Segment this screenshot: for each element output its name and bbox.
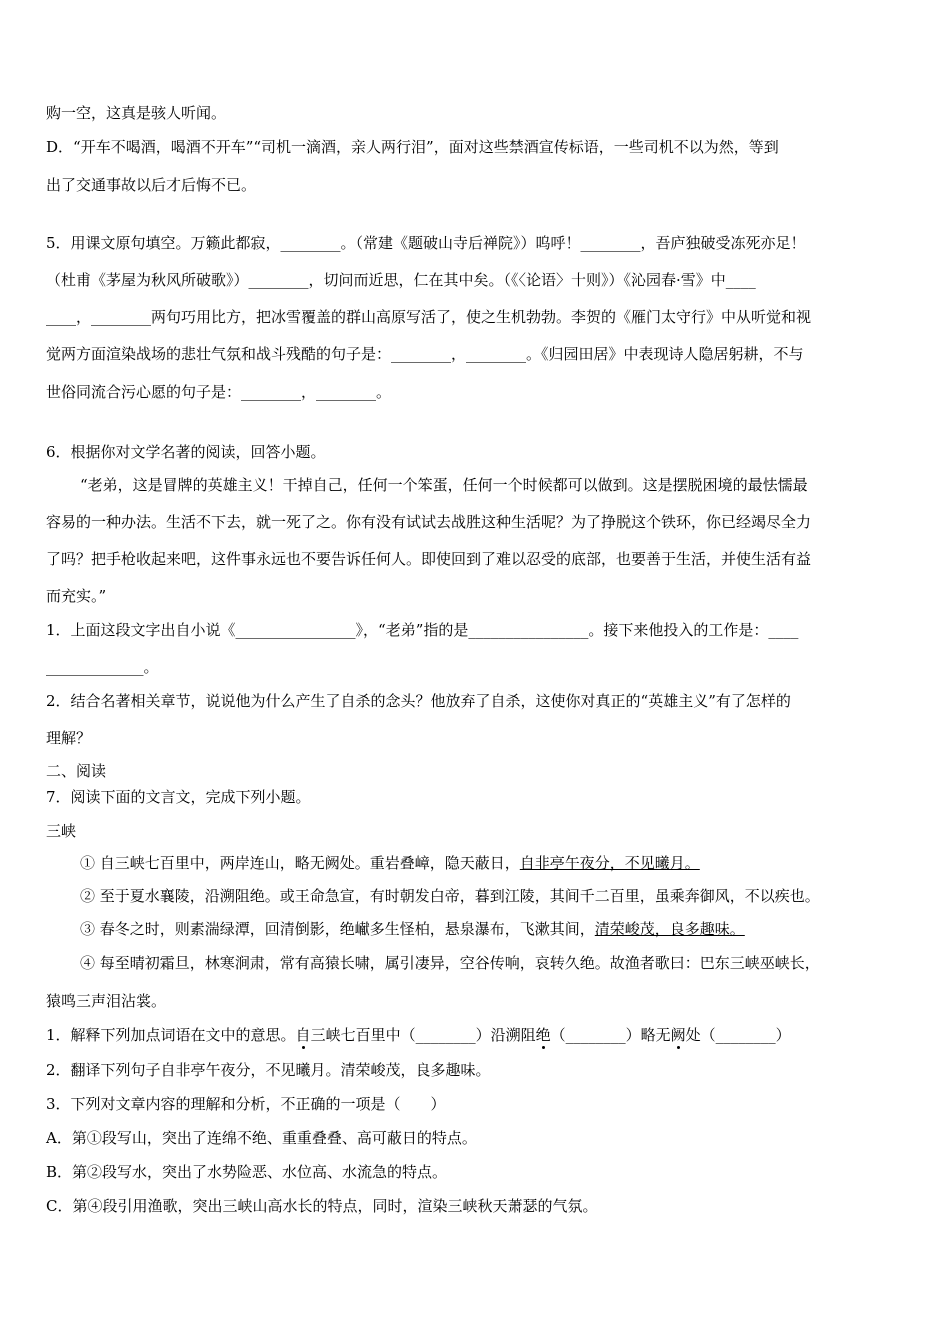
quote-line-1: “老弟，这是冒牌的英雄主义！干掉自己，任何一个笨蛋，任何一个时候都可以做到。这是摆脱困境的最怯懦最: [80, 476, 808, 494]
q5-line-4: 觉两方面渲染战场的悲壮气氛和战斗残酷的句子是：________，________。《归园田居》中表现诗人隐居躬耕，不与: [46, 345, 804, 363]
line-02: D．“开车不喝酒，喝酒不开车”“司机一滴酒，亲人两行泪”，面对这些禁酒宣传标语，一些司机不以为然，等到: [46, 138, 779, 156]
q7-title: 7．阅读下面的文言文，完成下列小题。: [46, 788, 311, 806]
q7-2: 2．翻译下列句子自非亭午夜分，不见曦月。清荣峻茂，良多趣味。: [46, 1061, 491, 1079]
passage-para-4a: ④ 每至晴初霜旦，林寒涧肃，常有高猿长啸，属引凄异，空谷传响，哀转久绝。故渔者歌曰：巴东三峡巫峡长，: [80, 954, 820, 972]
q7-1-text-d: 处（________）: [685, 1026, 791, 1044]
dotted-word-2: 绝: [535, 1026, 551, 1044]
q6-1-line-2: _____________。: [46, 658, 159, 676]
q5-line-1: 5．用课文原句填空。万籁此都寂，________。（常建《题破山寺后禅院》）呜呼！________，吾庐独破受冻死亦足！: [46, 234, 806, 252]
quote-line-3: 了吗？把手枪收起来吧，这件事永远也不要告诉任何人。即使回到了难以忍受的底部，也要善于生活，并使生活有益: [46, 550, 812, 568]
dotted-word-3: 阙: [670, 1026, 686, 1044]
option-b: B．第②段写水，突出了水势险恶、水位高、水流急的特点。: [46, 1163, 448, 1181]
passage-para-3: [80, 918, 900, 939]
quote-line-2: 容易的一种办法。生活不下去，就一死了之。你有没有试试去战胜这种生活呢？为了挣脱这个铁环，你已经竭尽全力: [46, 513, 812, 531]
line-03: 出了交通事故以后才后悔不已。: [46, 176, 257, 194]
q7-1-text-c: （________）略无: [550, 1026, 671, 1044]
dotted-word-1: 自: [295, 1026, 311, 1044]
q5-line-2: （杜甫《茅屋为秋风所破歌》）________，切问而近思，仁在其中矣。（《〈论语〉十则》）《沁园春·雪》中____: [46, 271, 756, 289]
q7-1-text-a: 1．解释下列加点词语在文中的意思。: [46, 1026, 296, 1044]
q6-title: 6．根据你对文学名著的阅读，回答小题。: [46, 443, 326, 461]
para3-underlined: 清荣峻茂，良多趣味。: [594, 920, 745, 938]
para3-text: ③ 春冬之时，则素湍绿潭，回清倒影，绝𪩘多生怪柏，悬泉瀑布，飞漱其间，: [80, 920, 595, 938]
section-reading: 二、阅读: [46, 762, 107, 780]
q6-2-line-1: 2．结合名著相关章节，说说他为什么产生了自杀的念头？他放弃了自杀，这使你对真正的“英雄主义”有了怎样的: [46, 692, 791, 710]
passage-para-1: [80, 852, 900, 873]
option-a: A．第①段写山，突出了连绵不绝、重重叠叠、高可蔽日的特点。: [46, 1129, 477, 1147]
para1-underlined: 自非亭午夜分，不见曦月。: [519, 854, 700, 872]
passage-title: 三峡: [46, 822, 77, 840]
para1-text: ① 自三峡七百里中，两岸连山，略无阙处。重岩叠嶂，隐天蔽日，: [80, 854, 520, 872]
q7-1: [46, 1024, 900, 1045]
passage-para-4b: 猿鸣三声泪沾裳。: [46, 992, 167, 1010]
q7-3: 3．下列对文章内容的理解和分析，不正确的一项是（ ）: [46, 1095, 446, 1113]
q5-line-3: ____，________两句巧用比方，把冰雪覆盖的群山高原写活了，使之生机勃勃。李贺的《雁门太守行》中从听觉和视: [46, 308, 812, 326]
q6-2-line-2: 理解？: [46, 729, 92, 747]
quote-line-4: 而充实。”: [46, 587, 107, 605]
passage-para-2: ② 至于夏水襄陵，沿溯阻绝。或王命急宣，有时朝发白帝，暮到江陵，其间千二百里，虽乘奔御风，不以疾也。: [80, 887, 820, 905]
q5-line-5: 世俗同流合污心愿的句子是：________，________。: [46, 383, 392, 401]
option-c: C．第④段引用渔歌，突出三峡山高水长的特点，同时，渲染三峡秋天萧瑟的气氛。: [46, 1197, 598, 1215]
q7-1-text-b: 三峡七百里中（________）沿溯阻: [310, 1026, 536, 1044]
q6-1-line-1: 1．上面这段文字出自小说《________________》，“老弟”指的是________________。接下来他投入的工作是：____: [46, 621, 799, 639]
line-01: 购一空，这真是骇人听闻。: [46, 104, 227, 122]
